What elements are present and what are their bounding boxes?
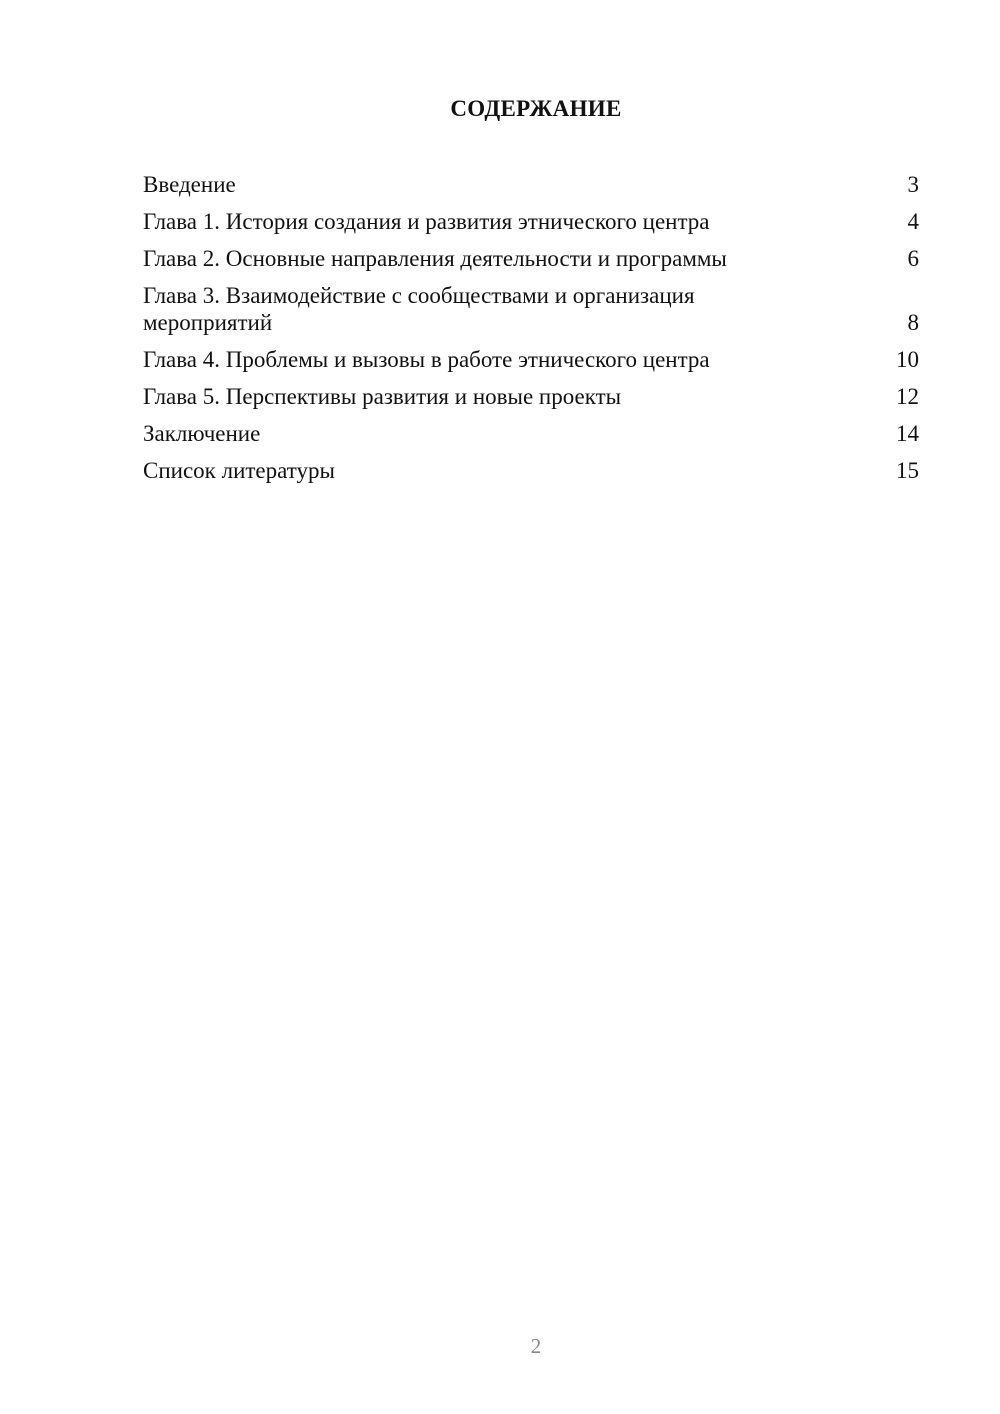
toc-item-label: Список литературы bbox=[143, 458, 335, 483]
toc-item-page: 6 bbox=[907, 246, 919, 271]
table-of-contents bbox=[143, 171, 919, 494]
toc-item-references[interactable] bbox=[143, 457, 919, 484]
toc-item-chapter-1[interactable] bbox=[143, 208, 919, 235]
toc-item-page: 4 bbox=[907, 209, 919, 234]
toc-item-page: 12 bbox=[896, 384, 919, 409]
toc-item-chapter-3[interactable] bbox=[143, 282, 919, 336]
toc-item-label: Глава 3. Взаимодействие с сообществами и организация мероприятий bbox=[143, 283, 695, 335]
toc-item-introduction[interactable] bbox=[143, 171, 919, 198]
toc-item-page: 8 bbox=[907, 310, 919, 335]
toc-item-label: Глава 1. История создания и развития этнического центра bbox=[143, 209, 710, 234]
toc-item-chapter-5[interactable] bbox=[143, 383, 919, 410]
toc-item-page: 10 bbox=[896, 347, 919, 372]
page-number: 2 bbox=[530, 1334, 542, 1358]
toc-item-conclusion[interactable] bbox=[143, 420, 919, 447]
toc-item-label: Заключение bbox=[143, 421, 261, 446]
toc-item-page: 14 bbox=[896, 421, 919, 446]
toc-item-label: Глава 5. Перспективы развития и новые проекты bbox=[143, 384, 622, 409]
page-title: СОДЕРЖАНИЕ bbox=[450, 96, 622, 121]
toc-item-chapter-2[interactable] bbox=[143, 245, 919, 272]
toc-item-page: 3 bbox=[907, 172, 919, 197]
toc-item-page: 15 bbox=[896, 458, 919, 483]
toc-item-label: Введение bbox=[143, 172, 236, 197]
toc-item-chapter-4[interactable] bbox=[143, 346, 919, 373]
toc-item-label: Глава 2. Основные направления деятельности и программы bbox=[143, 246, 727, 271]
toc-item-label: Глава 4. Проблемы и вызовы в работе этнического центра bbox=[143, 347, 710, 372]
